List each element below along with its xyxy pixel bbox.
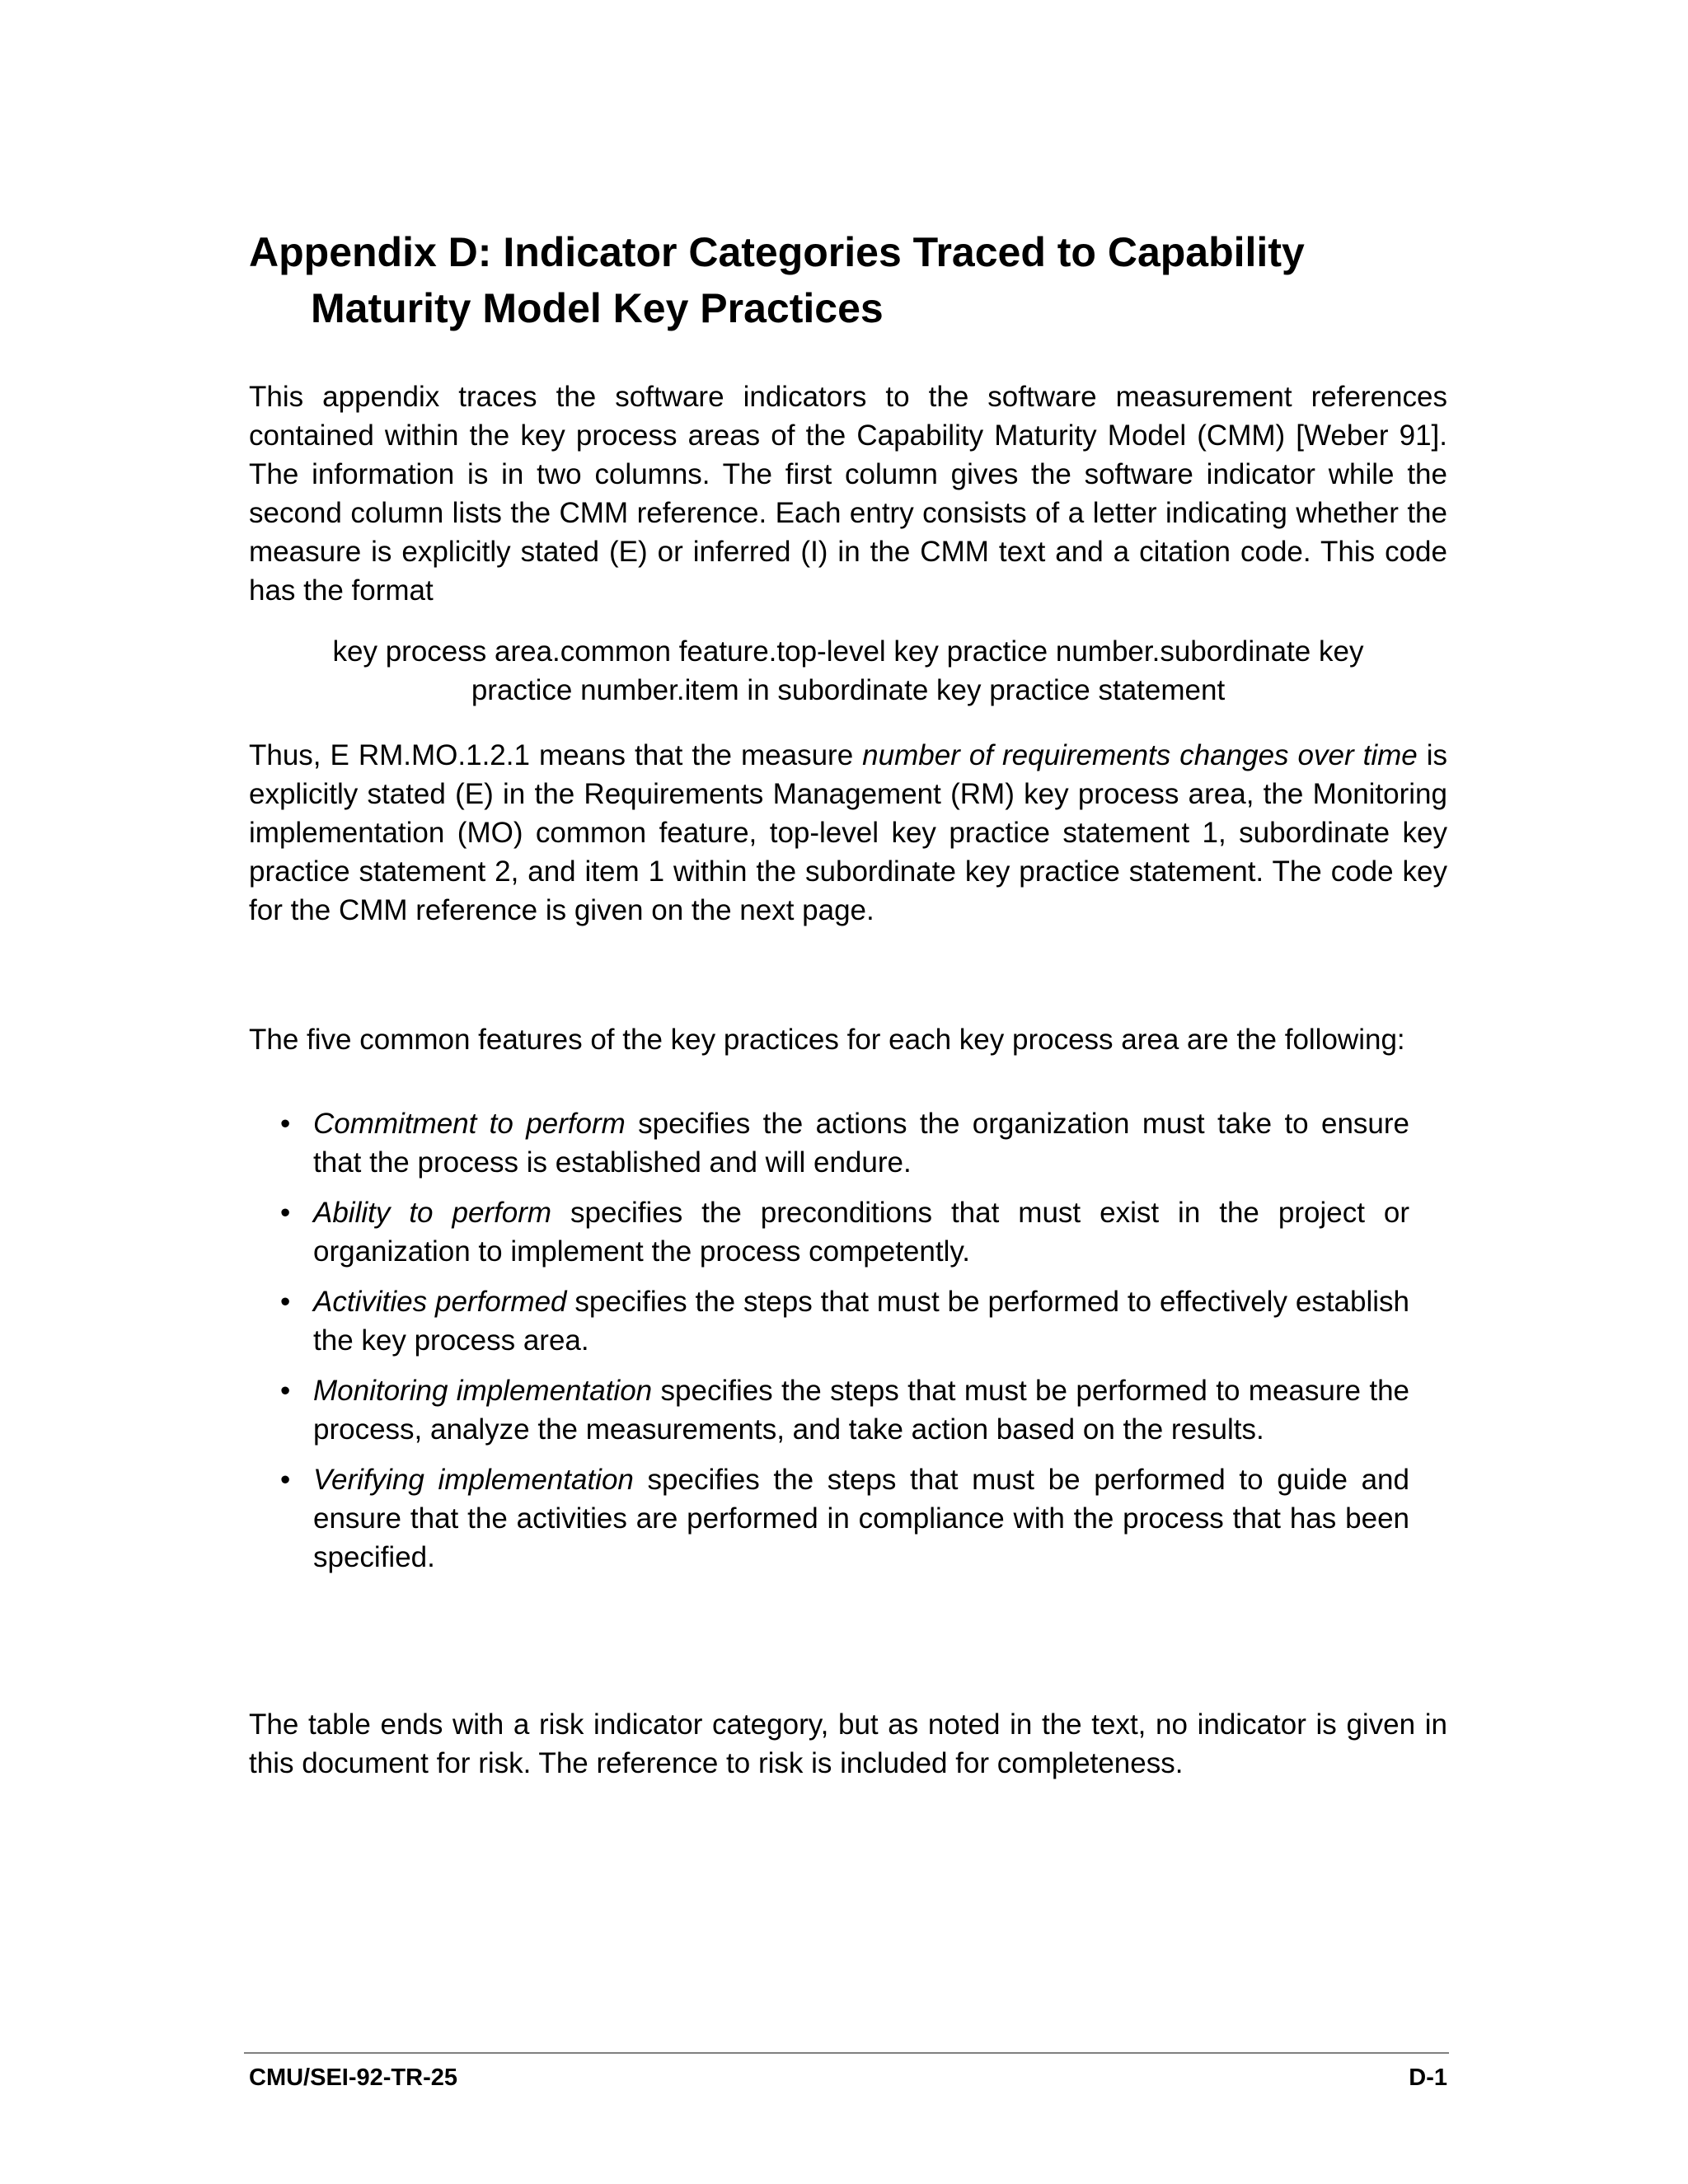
title-line-2: Maturity Model Key Practices — [311, 285, 884, 331]
example-measure: number of requirements changes over time — [862, 739, 1418, 771]
title-line-1: Appendix D: Indicator Categories Traced to Capability — [249, 229, 1305, 275]
feature-term: Activities performed — [313, 1286, 567, 1318]
bullet-icon: • — [280, 1464, 291, 1496]
feature-term: Monitoring implementation — [313, 1375, 653, 1407]
citation-format — [249, 632, 1447, 710]
features-intro-paragraph: The five common features of the key practices for each key process area are the following: — [249, 1024, 1405, 1056]
list-item — [280, 1282, 1409, 1360]
intro-paragraph: This appendix traces the software indicators to the software measurement references contained within the key process areas of the Capability Maturity Model (CMM) [Weber 91]. The information is in two columns. The first column gives the software indicator while the second column lists the CMM reference. Each entry consists of a letter indicating whether the measure is explicitly stated (E) or inferred (I) in the CMM text and a citation code. This code has the format — [249, 381, 1447, 607]
bullet-icon: • — [280, 1197, 291, 1229]
example-paragraph — [249, 736, 1447, 930]
example-lead: Thus, E RM.MO.1.2.1 means that the measure — [249, 739, 863, 771]
feature-description: specifies the steps that must be performed to effectively establish the key process area. — [313, 1286, 1409, 1357]
citation-format-line-1: key process area.common feature.top-level key practice number.subordinate key — [332, 635, 1364, 668]
list-item — [280, 1460, 1409, 1577]
feature-description: specifies the actions the organization must take to ensure that the process is established and will endure. — [313, 1108, 1409, 1179]
feature-term: Ability to perform — [313, 1197, 552, 1229]
example-rest: is explicitly stated (E) in the Requirements Management (RM) key process area, the Monitoring implementation (MO) common feature, top-level key practice statement 1, subordinate key practice statement 2, and item 1 within the subordinate key practice statement. The code key for the CMM reference is given on the next page. — [249, 739, 1448, 926]
feature-term: Verifying implementation — [313, 1464, 634, 1496]
bullet-icon: • — [280, 1286, 291, 1318]
document-page — [249, 0, 1447, 2184]
feature-description: specifies the preconditions that must exist in the project or organization to implement the process competently. — [313, 1197, 1410, 1268]
list-item — [280, 1193, 1409, 1271]
risk-paragraph: The table ends with a risk indicator category, but as noted in the text, no indicator is given in this document for risk. The reference to risk is included for completeness. — [249, 1708, 1447, 1779]
appendix-title — [249, 224, 1447, 336]
feature-term: Commitment to perform — [313, 1108, 626, 1140]
report-number: CMU/SEI-92-TR-25 — [249, 2064, 457, 2091]
feature-description: specifies the steps that must be performed to guide and ensure that the activities are performed in compliance with the process that has been specified. — [313, 1464, 1409, 1573]
citation-format-line-2: practice number.item in subordinate key practice statement — [471, 674, 1226, 706]
list-item — [280, 1371, 1409, 1449]
list-item — [280, 1104, 1409, 1182]
bullet-icon: • — [280, 1375, 291, 1407]
bullet-icon: • — [280, 1108, 291, 1140]
common-features-list — [280, 1104, 1409, 1588]
footer-divider — [244, 2052, 1449, 2054]
page-number: D-1 — [1409, 2064, 1447, 2091]
feature-description: specifies the steps that must be performed to measure the process, analyze the measurements, and take action based on the results. — [313, 1375, 1409, 1446]
